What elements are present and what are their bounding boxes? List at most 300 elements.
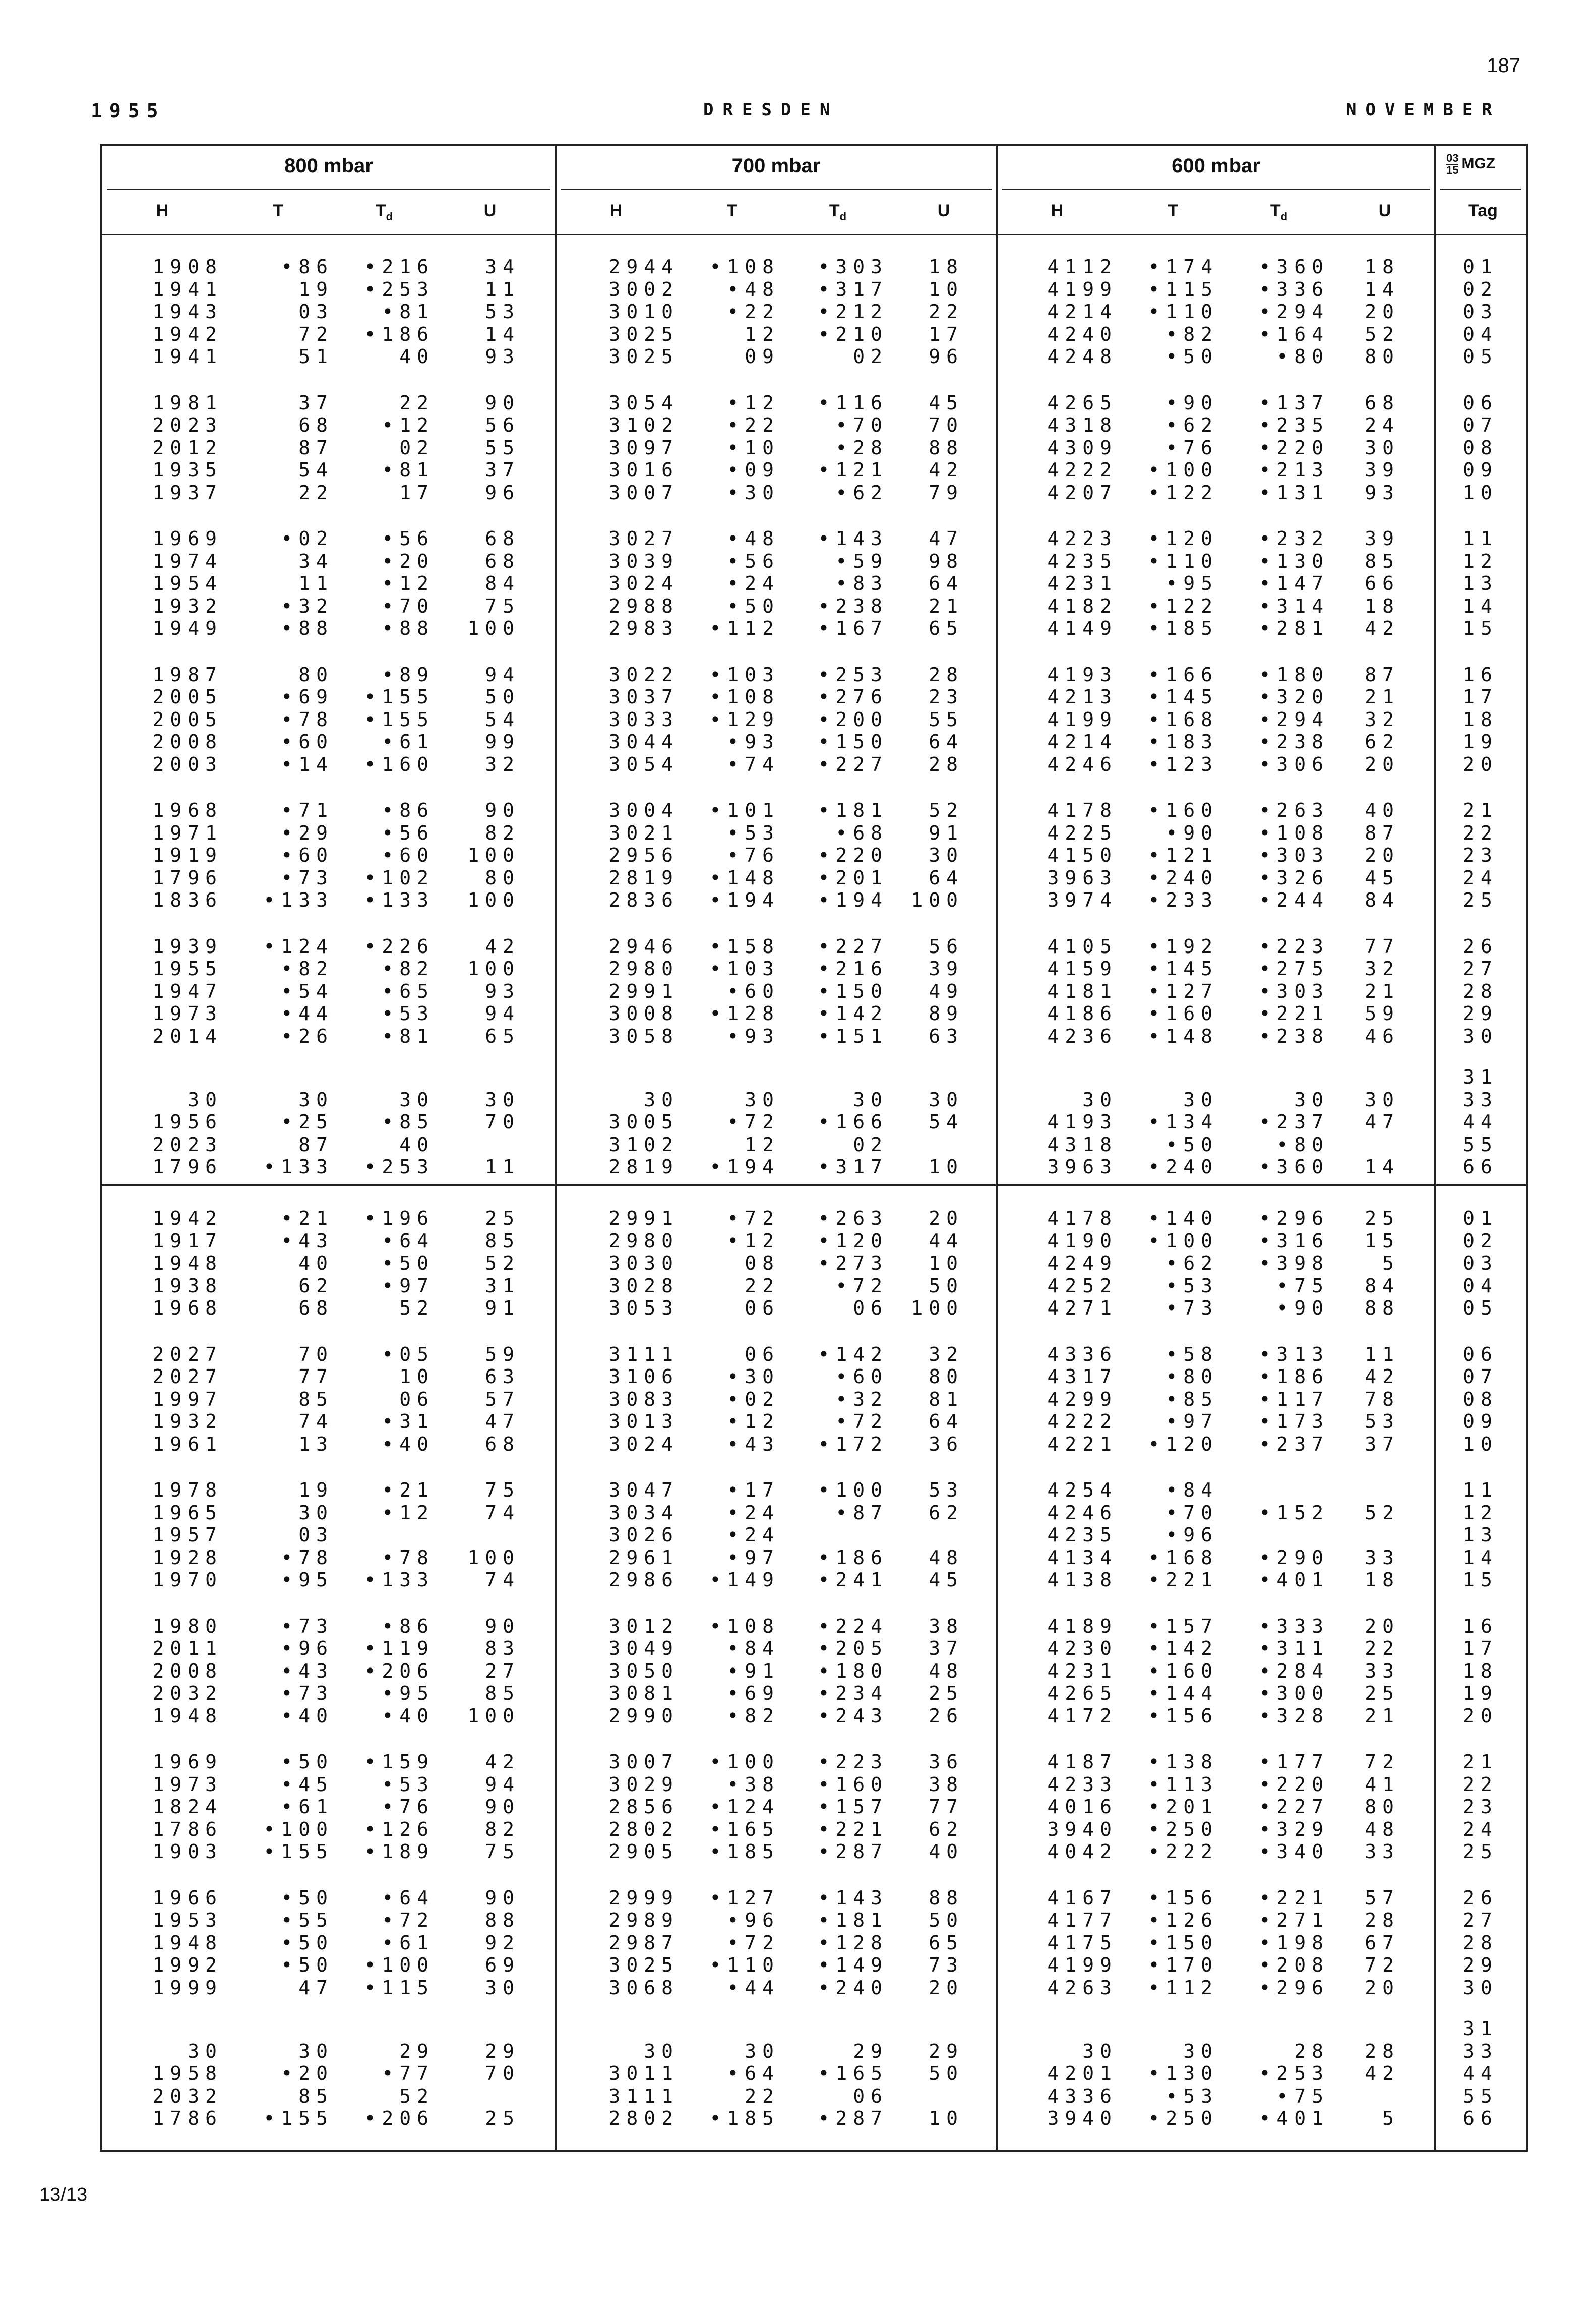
- h-value: 2999: [608, 1886, 679, 1909]
- t-value: •02: [727, 1388, 780, 1410]
- day-tag: 02: [1463, 1229, 1498, 1252]
- t-value: •174: [1148, 256, 1218, 278]
- t-value: 30: [745, 2040, 780, 2062]
- t-value: •50: [281, 1931, 334, 1954]
- t-value: •165: [709, 1818, 780, 1840]
- t-value: •124: [709, 1796, 780, 1818]
- td-value: •216: [818, 958, 888, 980]
- h-value: 1948: [152, 1704, 223, 1727]
- td-value: •198: [1259, 1931, 1329, 1954]
- u-value: 48: [1365, 1818, 1400, 1840]
- u-value: 20: [1365, 1615, 1400, 1637]
- td-value: 02: [399, 436, 435, 459]
- u-value: 27: [485, 1659, 520, 1682]
- u-value: 21: [1365, 686, 1400, 708]
- day-tag: 18: [1463, 708, 1498, 731]
- u-value: 85: [485, 1229, 520, 1252]
- td-value: •227: [818, 753, 888, 776]
- t-value: 51: [298, 345, 334, 368]
- td-value: •276: [818, 686, 888, 708]
- u-value: 21: [1365, 980, 1400, 1002]
- h-value: 4336: [1047, 2084, 1118, 2107]
- h-value: 3974: [1047, 889, 1118, 911]
- h-value: 3940: [1047, 2107, 1118, 2129]
- t-value: •103: [709, 958, 780, 980]
- u-value: 33: [1365, 1546, 1400, 1569]
- mgz-header: [1446, 153, 1495, 176]
- u-value: 64: [929, 731, 964, 753]
- day-tag: 31: [1463, 2017, 1498, 2040]
- t-value: 22: [745, 2084, 780, 2107]
- td-value: •155: [364, 708, 435, 731]
- t-value: •250: [1148, 2107, 1218, 2129]
- u-value: 25: [485, 2107, 520, 2129]
- u-value: 50: [929, 2062, 964, 2084]
- h-value: 2023: [152, 414, 223, 436]
- td-value: •271: [1259, 1909, 1329, 1931]
- td-value: •401: [1259, 1569, 1329, 1591]
- h-value: 2991: [608, 980, 679, 1002]
- h-value: 3007: [608, 1751, 679, 1773]
- u-value: 20: [1365, 844, 1400, 866]
- t-value: •50: [281, 1751, 334, 1773]
- h-value: 2989: [608, 1909, 679, 1931]
- h-value: 1957: [152, 1524, 223, 1546]
- td-value: •205: [818, 1637, 888, 1659]
- td-value: •317: [818, 278, 888, 301]
- day-tag: 30: [1463, 1976, 1498, 1999]
- h-value: 4318: [1047, 1133, 1118, 1156]
- u-value: 53: [1365, 1410, 1400, 1433]
- h-value: 2819: [608, 1156, 679, 1178]
- t-value: •76: [1165, 436, 1218, 459]
- t-value: •78: [281, 1546, 334, 1569]
- td-value: 06: [853, 2084, 888, 2107]
- u-value: 42: [1365, 2062, 1400, 2084]
- u-value: 96: [929, 345, 964, 368]
- h-value: 2014: [152, 1025, 223, 1047]
- t-value: •62: [1165, 414, 1218, 436]
- t-value: •100: [1148, 459, 1218, 481]
- day-tag: 18: [1463, 1659, 1498, 1682]
- t-value: •20: [281, 2062, 334, 2084]
- h-value: 1947: [152, 980, 223, 1002]
- td-value: •121: [818, 459, 888, 481]
- td-value: •240: [818, 1976, 888, 1999]
- u-value: 38: [929, 1773, 964, 1796]
- day-tag: 23: [1463, 844, 1498, 866]
- u-value: 42: [929, 459, 964, 481]
- td-value: •128: [818, 1931, 888, 1954]
- h-value: 2032: [152, 1682, 223, 1704]
- h-value: 3054: [608, 391, 679, 414]
- h-value: 2856: [608, 1796, 679, 1818]
- u-value: 32: [1365, 708, 1400, 731]
- h-value: 4138: [1047, 1569, 1118, 1591]
- u-value: 74: [485, 1569, 520, 1591]
- h-value: 1786: [152, 1818, 223, 1840]
- h-value: 3039: [608, 550, 679, 572]
- td-value: •273: [818, 1252, 888, 1274]
- t-value: •25: [281, 1111, 334, 1133]
- h-value: 1987: [152, 663, 223, 686]
- h-value: 4246: [1047, 1501, 1118, 1524]
- t-value: •93: [727, 1025, 780, 1047]
- td-value: •253: [364, 278, 435, 301]
- td-value: 02: [853, 1133, 888, 1156]
- u-value: 50: [485, 686, 520, 708]
- u-value: 21: [929, 594, 964, 617]
- h-value: 4222: [1047, 459, 1118, 481]
- h-value: 3047: [608, 1479, 679, 1501]
- h-value: 4105: [1047, 935, 1118, 958]
- u-value: 34: [485, 256, 520, 278]
- h-value: 4235: [1047, 550, 1118, 572]
- column-header: T: [726, 201, 738, 220]
- u-value: 94: [485, 1002, 520, 1025]
- td-value: •238: [818, 594, 888, 617]
- t-value: 74: [298, 1410, 334, 1433]
- h-value: 1953: [152, 1909, 223, 1931]
- h-value: 2836: [608, 889, 679, 911]
- td-value: •333: [1259, 1615, 1329, 1637]
- day-tag: 11: [1463, 527, 1498, 550]
- t-value: •53: [1165, 2084, 1218, 2107]
- t-value: 03: [298, 1524, 334, 1546]
- h-value: 4167: [1047, 1886, 1118, 1909]
- day-tag: 17: [1463, 1637, 1498, 1659]
- td-value: •64: [382, 1886, 435, 1909]
- t-value: •110: [1148, 550, 1218, 572]
- td-value: •115: [364, 1976, 435, 1999]
- t-value: •127: [1148, 980, 1218, 1002]
- t-value: 12: [745, 323, 780, 345]
- h-value: 4016: [1047, 1796, 1118, 1818]
- h-value: 1949: [152, 617, 223, 639]
- u-value: 48: [929, 1659, 964, 1682]
- t-value: •145: [1148, 686, 1218, 708]
- t-value: 47: [298, 1976, 334, 1999]
- t-value: •221: [1148, 1569, 1218, 1591]
- td-value: •200: [818, 708, 888, 731]
- td-value: •311: [1259, 1637, 1329, 1659]
- day-tag: 07: [1463, 414, 1498, 436]
- t-value: •24: [727, 572, 780, 594]
- t-value: •126: [1148, 1909, 1218, 1931]
- t-value: 72: [298, 323, 334, 345]
- u-value: 18: [929, 256, 964, 278]
- column-header: U: [937, 201, 950, 220]
- t-value: •12: [727, 1229, 780, 1252]
- t-value: •130: [1148, 2062, 1218, 2084]
- t-value: •43: [727, 1433, 780, 1455]
- t-value: •108: [709, 686, 780, 708]
- u-value: 11: [1365, 1343, 1400, 1365]
- t-value: 06: [745, 1297, 780, 1319]
- td-value: •221: [1259, 1002, 1329, 1025]
- day-tag: 29: [1463, 1002, 1498, 1025]
- t-value: •69: [281, 686, 334, 708]
- h-value: 4199: [1047, 1954, 1118, 1976]
- day-tag: 03: [1463, 301, 1498, 323]
- h-value: 4231: [1047, 1659, 1118, 1682]
- day-tag: 33: [1463, 1088, 1498, 1111]
- u-value: 57: [485, 1388, 520, 1410]
- day-tag: 29: [1463, 1954, 1498, 1976]
- td-value: •320: [1259, 686, 1329, 708]
- day-tag: 12: [1463, 1501, 1498, 1524]
- u-value: 83: [485, 1637, 520, 1659]
- t-value: •120: [1148, 1433, 1218, 1455]
- t-value: •110: [1148, 301, 1218, 323]
- h-value: 3068: [608, 1976, 679, 1999]
- h-value: 4112: [1047, 256, 1118, 278]
- u-value: 52: [929, 799, 964, 821]
- u-value: 56: [485, 414, 520, 436]
- u-value: 45: [929, 391, 964, 414]
- u-value: 85: [485, 1682, 520, 1704]
- u-value: 77: [1365, 935, 1400, 958]
- t-value: •55: [281, 1909, 334, 1931]
- t-value: 87: [298, 1133, 334, 1156]
- u-value: 23: [929, 686, 964, 708]
- column-header: H: [156, 201, 169, 220]
- td-value: •212: [818, 301, 888, 323]
- t-value: •17: [727, 1479, 780, 1501]
- u-value: 33: [1365, 1659, 1400, 1682]
- pressure-group-title: 700 mbar: [731, 155, 821, 177]
- u-value: 74: [485, 1501, 520, 1524]
- column-header: U: [483, 201, 497, 220]
- td-value: 02: [853, 345, 888, 368]
- day-tag: 10: [1463, 481, 1498, 504]
- h-value: 3963: [1047, 866, 1118, 889]
- data-table: [100, 144, 1528, 2152]
- t-value: •155: [263, 2107, 334, 2129]
- h-value: 1786: [152, 2107, 223, 2129]
- h-value: 4177: [1047, 1909, 1118, 1931]
- u-value: 69: [485, 1954, 520, 1976]
- td-value: •149: [818, 1954, 888, 1976]
- u-value: 20: [1365, 753, 1400, 776]
- td-value: •72: [835, 1410, 888, 1433]
- u-value: 78: [1365, 1388, 1400, 1410]
- t-value: •129: [709, 708, 780, 731]
- t-value: •26: [281, 1025, 334, 1047]
- u-value: 38: [929, 1615, 964, 1637]
- day-tag: 06: [1463, 1343, 1498, 1365]
- t-value: 30: [745, 1088, 780, 1111]
- td-value: •133: [364, 889, 435, 911]
- td-value: 22: [399, 391, 435, 414]
- h-value: 3008: [608, 1002, 679, 1025]
- u-value: 52: [1365, 1501, 1400, 1524]
- t-value: 30: [298, 2040, 334, 2062]
- td-value: •296: [1259, 1976, 1329, 1999]
- td-value: •40: [382, 1433, 435, 1455]
- td-value: •100: [364, 1954, 435, 1976]
- h-value: 4189: [1047, 1615, 1118, 1637]
- td-value: •28: [835, 436, 888, 459]
- u-value: 64: [929, 572, 964, 594]
- td-value: •72: [382, 1909, 435, 1931]
- t-value: •233: [1148, 889, 1218, 911]
- td-value: •53: [382, 1773, 435, 1796]
- t-value: •160: [1148, 1002, 1218, 1025]
- column-header: $T_d$: [1270, 201, 1288, 223]
- u-value: 75: [485, 594, 520, 617]
- t-value: 87: [298, 436, 334, 459]
- h-value: 4214: [1047, 301, 1118, 323]
- u-value: 65: [929, 1931, 964, 1954]
- td-value: •181: [818, 1909, 888, 1931]
- td-value: •314: [1259, 594, 1329, 617]
- h-value: 1954: [152, 572, 223, 594]
- h-value: 3025: [608, 345, 679, 368]
- td-value: •241: [818, 1569, 888, 1591]
- u-value: 5: [1382, 1252, 1400, 1274]
- t-value: •127: [709, 1886, 780, 1909]
- t-value: •12: [727, 391, 780, 414]
- t-value: •144: [1148, 1682, 1218, 1704]
- h-value: 4178: [1047, 1207, 1118, 1229]
- mgz-header-divider: [1440, 189, 1521, 190]
- u-value: 63: [929, 1025, 964, 1047]
- h-value: 2905: [608, 1840, 679, 1863]
- day-tag: 17: [1463, 686, 1498, 708]
- h-value: 4222: [1047, 1410, 1118, 1433]
- h-value: 4186: [1047, 1002, 1118, 1025]
- h-value: 3963: [1047, 1156, 1118, 1178]
- h-value: 30: [644, 2040, 679, 2062]
- day-tag: 14: [1463, 1546, 1498, 1569]
- t-value: •10: [727, 436, 780, 459]
- td-value: •95: [382, 1682, 435, 1704]
- t-value: 30: [298, 1501, 334, 1524]
- h-value: 3097: [608, 436, 679, 459]
- h-value: 1932: [152, 594, 223, 617]
- day-tag: 13: [1463, 572, 1498, 594]
- header-month: NOVEMBER: [1346, 100, 1501, 120]
- t-value: •160: [1148, 799, 1218, 821]
- td-value: •172: [818, 1433, 888, 1455]
- td-value: •263: [1259, 799, 1329, 821]
- h-value: 2027: [152, 1365, 223, 1388]
- t-value: •93: [727, 731, 780, 753]
- h-value: 1938: [152, 1274, 223, 1297]
- h-value: 3034: [608, 1501, 679, 1524]
- t-value: •121: [1148, 844, 1218, 866]
- u-value: 91: [485, 1297, 520, 1319]
- td-value: •53: [382, 1002, 435, 1025]
- t-value: •115: [1148, 278, 1218, 301]
- td-value: •227: [1259, 1796, 1329, 1818]
- day-tag: 22: [1463, 1773, 1498, 1796]
- u-value: 72: [1365, 1751, 1400, 1773]
- u-value: 99: [485, 731, 520, 753]
- u-value: 31: [485, 1274, 520, 1297]
- td-value: 17: [399, 481, 435, 504]
- u-value: 52: [485, 1252, 520, 1274]
- td-value: •237: [1259, 1111, 1329, 1133]
- day-tag: 19: [1463, 1682, 1498, 1704]
- u-value: 64: [929, 866, 964, 889]
- t-value: •101: [709, 799, 780, 821]
- td-value: •316: [1259, 1229, 1329, 1252]
- td-value: •294: [1259, 708, 1329, 731]
- u-value: 64: [929, 1410, 964, 1433]
- t-value: •38: [727, 1773, 780, 1796]
- h-value: 3053: [608, 1297, 679, 1319]
- u-value: 29: [929, 2040, 964, 2062]
- t-value: •40: [281, 1704, 334, 1727]
- h-value: 4240: [1047, 323, 1118, 345]
- t-value: •222: [1148, 1840, 1218, 1863]
- t-value: •95: [1165, 572, 1218, 594]
- h-value: 3083: [608, 1388, 679, 1410]
- h-value: 1943: [152, 301, 223, 323]
- day-tag: 20: [1463, 1704, 1498, 1727]
- h-value: 4199: [1047, 708, 1118, 731]
- t-value: •194: [709, 1156, 780, 1178]
- u-value: 90: [485, 1886, 520, 1909]
- day-tag: 05: [1463, 345, 1498, 368]
- td-value: •189: [364, 1840, 435, 1863]
- td-value: 28: [1294, 2040, 1329, 2062]
- u-value: 62: [1365, 731, 1400, 753]
- u-value: 42: [1365, 1365, 1400, 1388]
- h-value: 3024: [608, 572, 679, 594]
- t-value: •50: [1165, 345, 1218, 368]
- td-value: •60: [835, 1365, 888, 1388]
- day-tag: 28: [1463, 1931, 1498, 1954]
- t-value: •60: [281, 844, 334, 866]
- h-value: 3058: [608, 1025, 679, 1047]
- td-value: •294: [1259, 301, 1329, 323]
- t-value: •60: [727, 980, 780, 1002]
- h-value: 3004: [608, 799, 679, 821]
- day-tag: 21: [1463, 1751, 1498, 1773]
- td-value: •68: [835, 821, 888, 844]
- h-value: 3027: [608, 527, 679, 550]
- td-value: •165: [818, 2062, 888, 2084]
- u-value: 32: [1365, 958, 1400, 980]
- h-value: 4213: [1047, 686, 1118, 708]
- h-value: 1935: [152, 459, 223, 481]
- td-value: •81: [382, 1025, 435, 1047]
- pressure-group-title: 600 mbar: [1172, 155, 1260, 177]
- u-value: 80: [1365, 1796, 1400, 1818]
- td-value: •253: [1259, 2062, 1329, 2084]
- t-value: •50: [281, 1954, 334, 1976]
- day-tag: 23: [1463, 1796, 1498, 1818]
- td-value: •329: [1259, 1818, 1329, 1840]
- u-value: 82: [485, 821, 520, 844]
- td-value: •234: [818, 1682, 888, 1704]
- t-value: 68: [298, 1297, 334, 1319]
- u-value: 100: [467, 958, 520, 980]
- t-value: •122: [1148, 594, 1218, 617]
- u-value: 18: [1365, 594, 1400, 617]
- u-value: 98: [929, 550, 964, 572]
- t-value: 85: [298, 1388, 334, 1410]
- h-value: 3106: [608, 1365, 679, 1388]
- t-value: 19: [298, 278, 334, 301]
- footer-note: 13/13: [39, 2184, 88, 2206]
- h-value: 1970: [152, 1569, 223, 1591]
- td-value: •142: [818, 1002, 888, 1025]
- day-tag: 44: [1463, 2062, 1498, 2084]
